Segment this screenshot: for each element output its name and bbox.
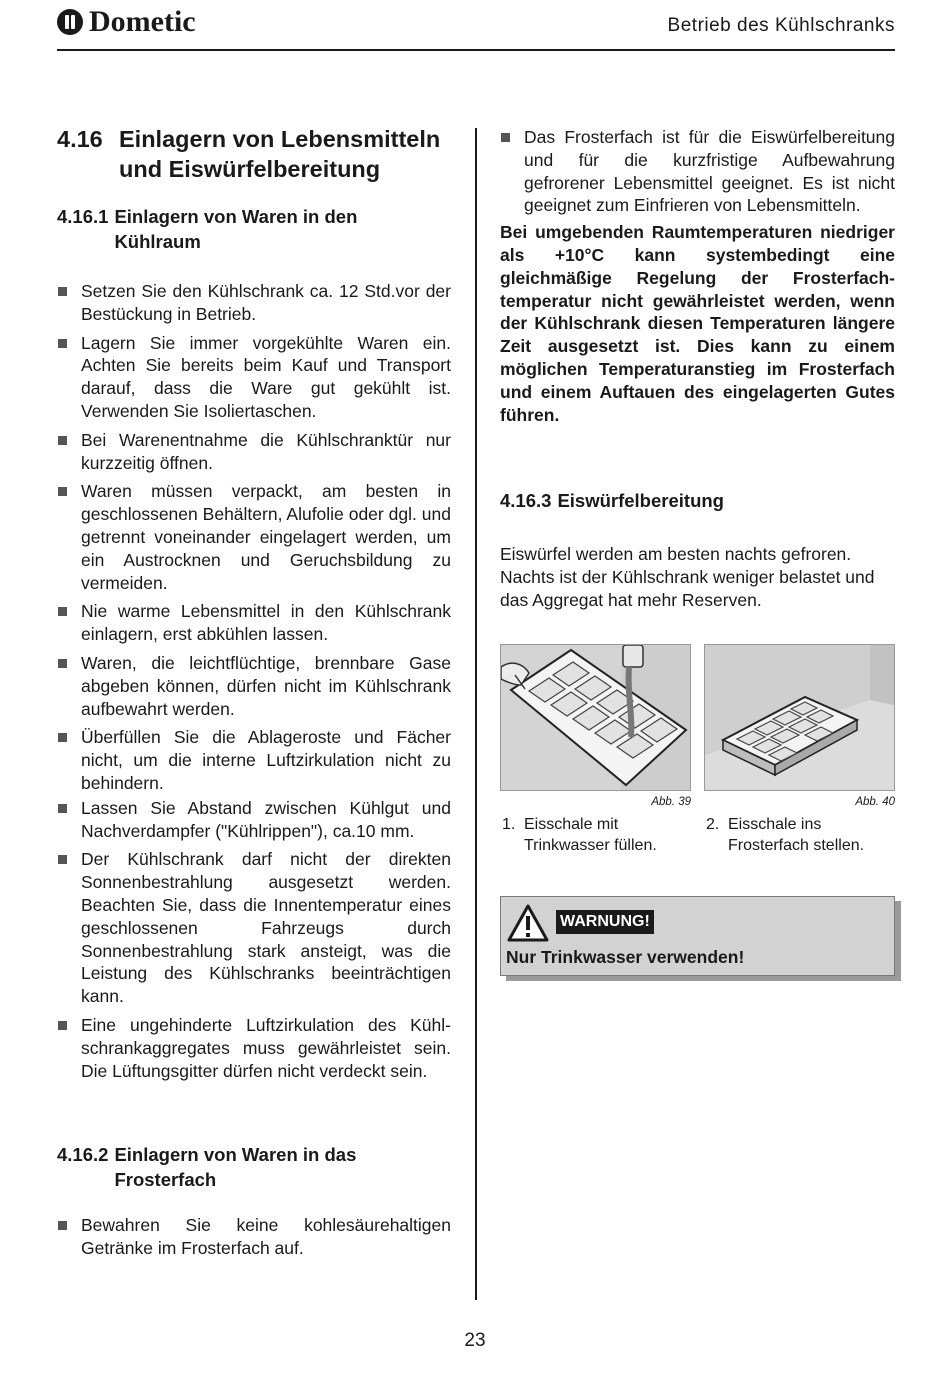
freezer-rules-list-continued	[500, 126, 895, 217]
list-item: Waren müssen verpackt, am besten in geschlossenen Behältern, Alufolie oder dgl. und getrennt voneinander eingelagert werden, um ein Austrocknen und Geruchsbildung zu vermeiden.	[57, 480, 451, 594]
page-number: 23	[464, 1330, 486, 1351]
square-bullet-icon	[58, 607, 67, 616]
column-divider	[475, 128, 477, 1300]
subsection-title: Einlagern von Waren in das Frosterfach	[114, 1144, 357, 1191]
list-item: Lagern Sie immer vorgekühlte Waren ein. Achten Sie bereits beim Kauf und Transport darauf, dass die Ware gut gekühlt ist. Verwenden Sie Isoliertaschen.	[57, 332, 451, 423]
figure-caption: Abb. 39	[651, 795, 691, 808]
figure-step: 2. Eisschale ins Frosterfach stellen.	[706, 815, 865, 854]
square-bullet-icon	[58, 287, 67, 296]
subsection-title: Eiswürfelbereitung	[557, 490, 724, 512]
square-bullet-icon	[58, 487, 67, 496]
square-bullet-icon	[58, 659, 67, 668]
square-bullet-icon	[58, 339, 67, 348]
list-item: Bei Warenentnahme die Kühlschranktür nur kurzzeitig öffnen.	[57, 429, 451, 475]
subsection-number: 4.16.3	[500, 490, 552, 512]
header-divider	[57, 49, 895, 51]
figures-row	[500, 644, 895, 856]
list-item: Das Frosterfach ist für die Eiswürfelbereitung und für die kurzfristige Aufbewahrung gefrorener Lebensmittel geeignet. Es ist nicht geeignet zum Einfrieren von Lebensmitteln.	[500, 126, 895, 217]
figure-caption: Abb. 40	[855, 795, 895, 808]
list-item: Eine ungehinderte Luftzirkulation des Kühlschrankaggregates muss gewährleistet sein. Die Lüftungsgitter dürfen nicht verdeckt sein.	[57, 1014, 451, 1082]
figure-step: 1. Eisschale mit Trinkwasser füllen.	[502, 815, 657, 854]
square-bullet-icon	[58, 855, 67, 864]
left-column	[57, 124, 451, 1266]
page-header	[57, 0, 895, 50]
list-item: Waren, die leichtflüchtige, brennbare Gase abgeben können, dürfen nicht im Kühlschrank aufbewahrt werden.	[57, 652, 451, 720]
place-ice-tray-illustration	[704, 644, 895, 791]
square-bullet-icon	[58, 1021, 67, 1030]
subsection-heading-1	[57, 204, 451, 254]
list-item: Überfüllen Sie die Ablageroste und Fächer nicht, um die interne Luftzirkulation nicht zu behindern.	[57, 726, 451, 794]
storage-rules-list	[57, 280, 451, 1082]
square-bullet-icon	[58, 804, 67, 813]
subsection-number: 4.16.1	[57, 206, 109, 227]
subsection-heading-3	[500, 488, 895, 513]
list-item: Setzen Sie den Kühlschrank ca. 12 Std.vor der Bestückung in Betrieb.	[57, 280, 451, 326]
subsection-heading-2	[57, 1142, 451, 1192]
brand-name: Dometic	[89, 5, 196, 38]
square-bullet-icon	[501, 133, 510, 142]
brand-logo	[57, 5, 196, 38]
right-column	[500, 126, 895, 976]
freezer-rules-list	[57, 1214, 451, 1260]
section-heading	[57, 124, 451, 184]
header-section-title: Betrieb des Kühlschranks	[667, 15, 895, 36]
list-item: Nie warme Lebensmittel in den Kühlschrank einlagern, erst abkühlen lassen.	[57, 600, 451, 646]
freezer-temperature-note: Bei umgebenden Raumtemperaturen niedriger als +10°C kann systembedingt eine gleichmäßige Regelung der Frosterfachtemperatur nicht gewährleistet werden, wenn der Kühlschrank diesen Temperaturen längere Zeit ausgesetzt ist. Dies kann zu einem möglichen Temperaturanstieg im Frosterfach und einem Auftauen des eingelagerten Gutes führen.	[500, 222, 895, 425]
warning-text: Nur Trinkwasser verwenden!	[506, 946, 745, 967]
warning-label: WARNUNG!	[556, 910, 654, 934]
subsection-number: 4.16.2	[57, 1144, 109, 1166]
square-bullet-icon	[58, 436, 67, 445]
dometic-logo-icon	[57, 9, 83, 35]
figure-40	[704, 644, 895, 856]
list-item: Lassen Sie Abstand zwischen Kühlgut und Nachverdampfer ("Kühlrippen"), ca.10 mm.	[57, 797, 451, 843]
warning-triangle-icon	[507, 904, 549, 942]
fill-ice-tray-illustration	[500, 644, 691, 791]
section-number: 4.16	[57, 126, 103, 152]
ice-cube-paragraph: Eiswürfel werden am besten nachts gefroren. Nachts ist der Kühlschrank weniger belastet und das Aggregat hat mehr Reserven.	[500, 544, 875, 610]
figure-39	[500, 644, 691, 856]
warning-box	[500, 896, 895, 976]
subsection-title: Einlagern von Waren in den Kühlraum	[114, 206, 358, 252]
section-title: Einlagern von Lebensmitteln und Eiswürfelbereitung	[119, 126, 441, 182]
square-bullet-icon	[58, 733, 67, 742]
list-item: Bewahren Sie keine kohlesäurehaltigen Getränke im Frosterfach auf.	[57, 1214, 451, 1260]
list-item: Der Kühlschrank darf nicht der direkten Sonnenbestrahlung ausgesetzt werden. Beachten Sie, dass die Innentemperatur eines geschlossenen Fahrzeugs durch Sonnenbestrahlung stark ansteigt, was die Leistung des Kühlschranks beeinträchtigen kann.	[57, 848, 451, 1008]
square-bullet-icon	[58, 1221, 67, 1230]
